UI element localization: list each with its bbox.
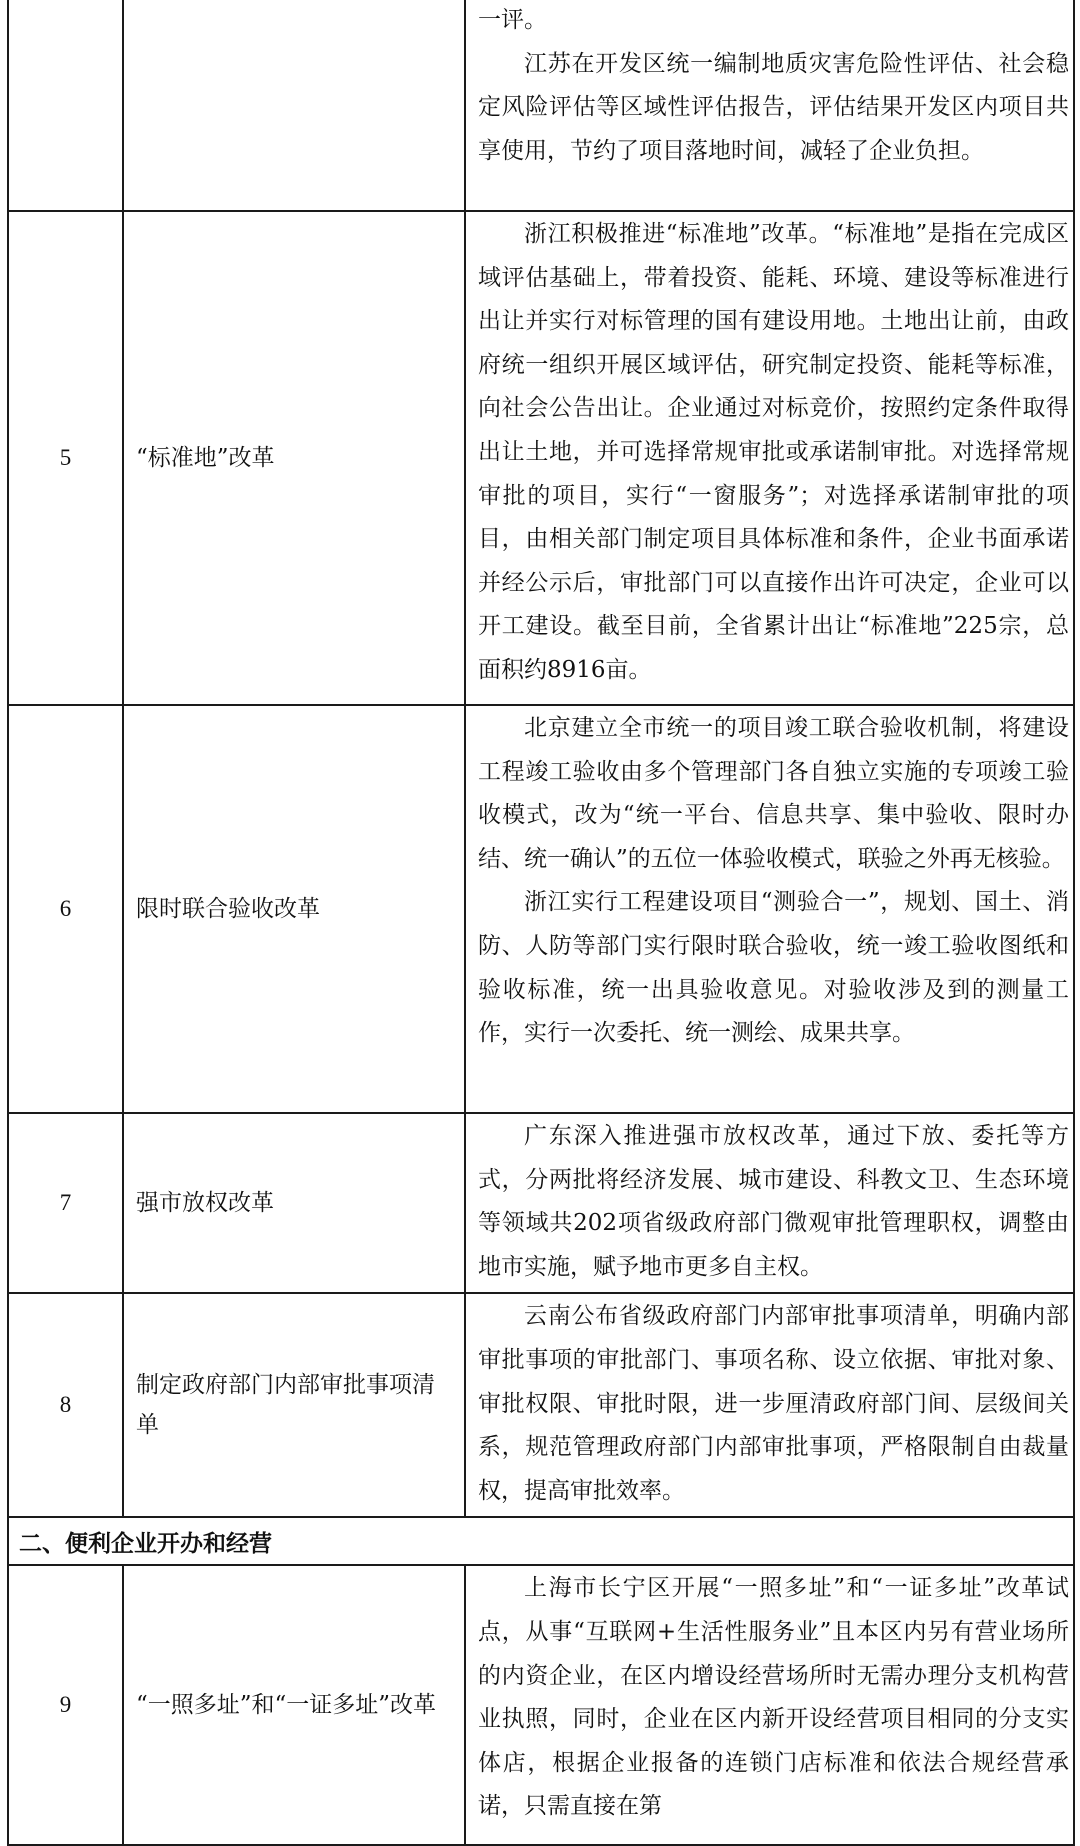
description-paragraph: 云南公布省级政府部门内部审批事项清单，明确内部审批事项的审批部门、事项名称、设立依据、审批对象、审批权限、审批时限，进一步厘清政府部门间、层级间关系，规范管理政府部门内部审批事项，严格限制自由裁量权，提高审批效率。 xyxy=(478,1303,1069,1504)
description-paragraph: 上海市长宁区开展“一照多址”和“一证多址”改革试点，从事“互联网+生活性服务业”且本区内另有营业场所的内资企业，在区内增设经营场所时无需办理分支机构营业执照，同时，企业在区内新开设经营项目相同的分支实体店，根据企业报备的连锁门店标准和依法合规经营承诺，只需直接在第 xyxy=(478,1575,1069,1820)
row-number: 9 xyxy=(8,1565,123,1845)
reform-name: “一照多址”和“一证多址”改革 xyxy=(123,1565,465,1845)
row-number: 5 xyxy=(8,211,123,705)
reform-name: 限时联合验收改革 xyxy=(123,705,465,1113)
table-row xyxy=(8,705,1074,1113)
description-paragraph: 广东深入推进强市放权改革，通过下放、委托等方式，分两批将经济发展、城市建设、科教文卫、生态环境等领域共202项省级政府部门微观审批管理职权，调整由地市实施，赋予地市更多自主权。 xyxy=(478,1123,1069,1280)
reform-description xyxy=(465,1565,1074,1845)
table-row xyxy=(8,1565,1074,1845)
row-number: 7 xyxy=(8,1113,123,1293)
table-row xyxy=(8,0,1074,211)
row-number xyxy=(8,0,123,211)
reform-name xyxy=(123,0,465,211)
description-paragraph: 一评。 xyxy=(478,7,547,33)
reform-description xyxy=(465,1113,1074,1293)
section-title: 二、便利企业开办和经营 xyxy=(8,1517,1074,1565)
description-paragraph: 浙江积极推进“标准地”改革。“标准地”是指在完成区域评估基础上，带着投资、能耗、环境、建设等标准进行出让并实行对标管理的国有建设用地。土地出让前，由政府统一组织开展区域评估，研究制定投资、能耗等标准，向社会公告出让。企业通过对标竞价，按照约定条件取得出让土地，并可选择常规审批或承诺制审批。对选择常规审批的项目，实行“一窗服务”；对选择承诺制审批的项目，由相关部门制定项目具体标准和条件，企业书面承诺并经公示后，审批部门可以直接作出许可决定，企业可以开工建设。截至目前，全省累计出让“标准地”225宗，总面积约8916亩。 xyxy=(478,221,1069,683)
description-paragraph: 北京建立全市统一的项目竣工联合验收机制，将建设工程竣工验收由多个管理部门各自独立实施的专项竣工验收模式，改为“统一平台、信息共享、集中验收、限时办结、统一确认”的五位一体验收模式，联验之外再无核验。 xyxy=(478,715,1069,872)
description-paragraph: 浙江实行工程建设项目“测验合一”，规划、国土、消防、人防等部门实行限时联合验收，统一竣工验收图纸和验收标准，统一出具验收意见。对验收涉及到的测量工作，实行一次委托、统一测绘、成果共享。 xyxy=(478,889,1069,1047)
description-paragraph: 江苏在开发区统一编制地质灾害危险性评估、社会稳定风险评估等区域性评估报告，评估结果开发区内项目共享使用，节约了项目落地时间，减轻了企业负担。 xyxy=(478,50,1069,164)
row-number: 6 xyxy=(8,705,123,1113)
table-row xyxy=(8,1113,1074,1293)
table-row xyxy=(8,211,1074,705)
section-header-row xyxy=(8,1517,1074,1565)
reform-description xyxy=(465,705,1074,1113)
table-row xyxy=(8,1293,1074,1517)
reform-description xyxy=(465,1293,1074,1517)
reform-name: 强市放权改革 xyxy=(123,1113,465,1293)
reform-description xyxy=(465,0,1074,211)
row-number: 8 xyxy=(8,1293,123,1517)
reform-name: “标准地”改革 xyxy=(123,211,465,705)
reform-description xyxy=(465,211,1074,705)
reform-name: 制定政府部门内部审批事项清单 xyxy=(123,1293,465,1517)
policy-table xyxy=(7,0,1075,1846)
